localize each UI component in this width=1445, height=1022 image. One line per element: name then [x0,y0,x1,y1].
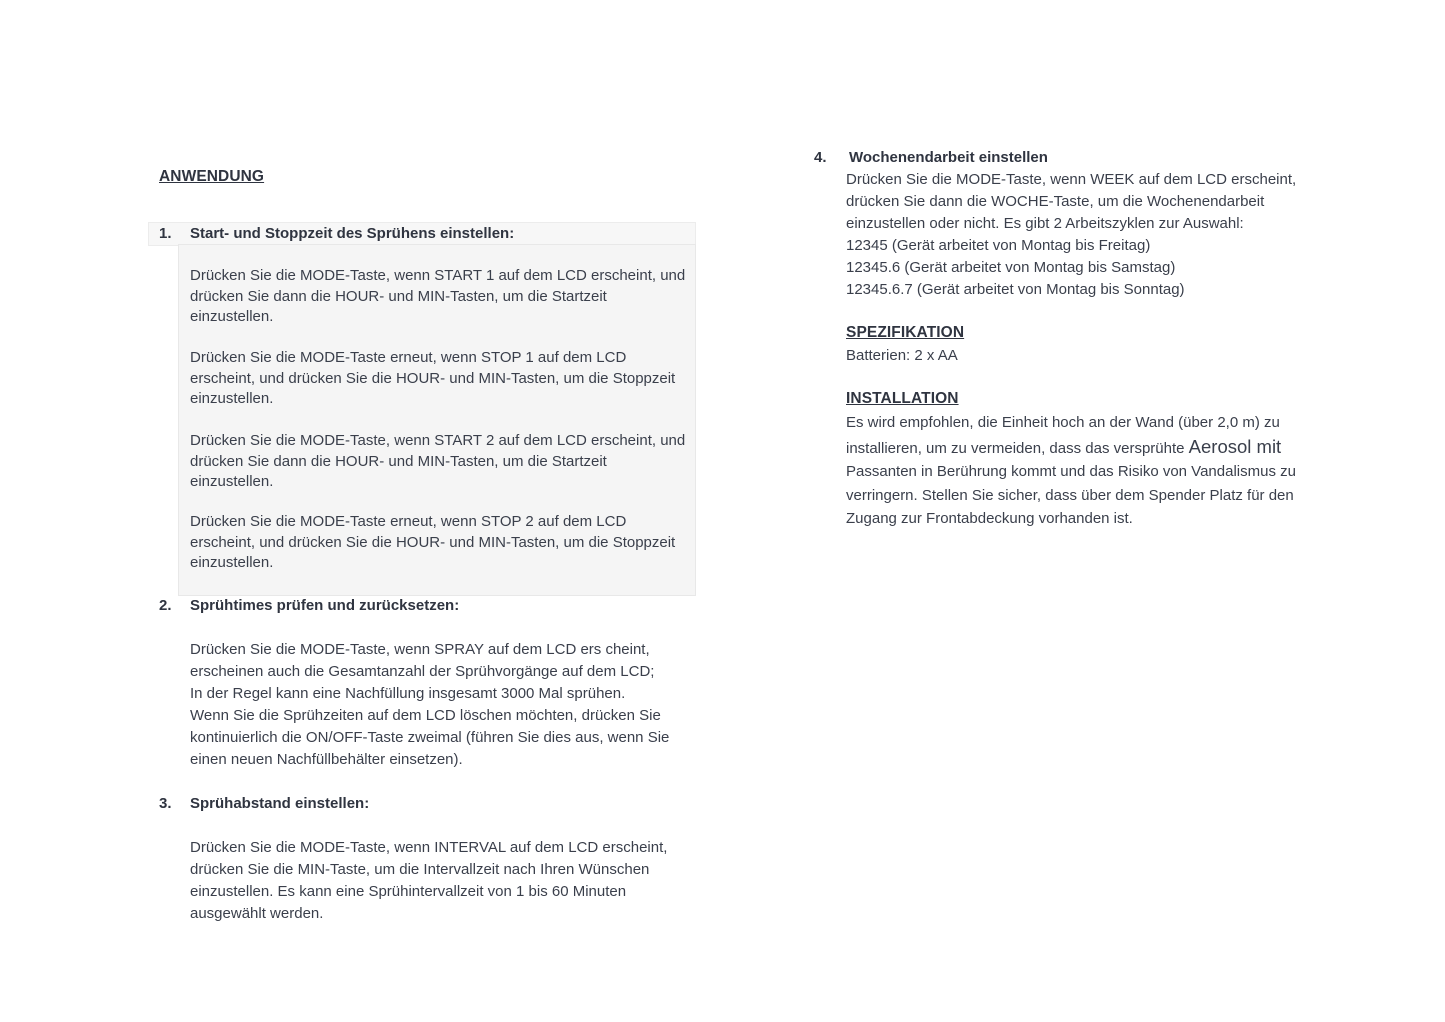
item-1-paragraph-1: Drücken Sie die MODE-Taste, wenn START 1 auf dem LCD erscheint, und drücken Sie dann die HOUR- und MIN-Tasten, um die Startzeit einzustellen. [190,267,686,325]
installation-body: Es wird empfohlen, die Einheit hoch an der Wand (über 2,0 m) zu installieren, um zu vermeiden, dass das versprühte Aerosol mit Passanten in Berührung kommt und das Risiko von Vandalismus zu verringern. Stellen Sie sicher, dass über dem Spender Platz für den Zugang zur Frontabdeckung vorhanden ist. [846,414,1296,527]
spezifikation-text: Batterien: 2 x AA [846,347,958,364]
item-3-title: Sprühabstand einstellen: [190,795,370,812]
item-4-title: Wochenendarbeit einstellen [849,149,1048,166]
item-1-title: Start- und Stoppzeit des Sprühens einstellen: [190,225,515,242]
item-3-body: Drücken Sie die MODE-Taste, wenn INTERVAL auf dem LCD erscheint, drücken Sie die MIN-Taste, um die Intervallzeit nach Ihren Wünschen einzustellen. Es kann eine Sprühintervallzeit von 1 bis 60 Minuten ausgewählt werden. [190,839,668,922]
item-4-body: Drücken Sie die MODE-Taste, wenn WEEK auf dem LCD erscheint, drücken Sie dann die WOCHE-Taste, um die Wochenendarbeit einzustellen oder nicht. Es gibt 2 Arbeitszyklen zur Auswahl: 12345 (Gerät arbeitet von Montag bis Freitag) 12345.6 (Gerät arbeitet von Montag bis Samstag) 12345.6.7 (Gerät arbeitet von Montag bis Sonntag) [846,171,1297,298]
item-1-paragraph-3: Drücken Sie die MODE-Taste, wenn START 2 auf dem LCD erscheint, und drücken Sie dann die HOUR- und MIN-Tasten, um die Startzeit einzustellen. [190,432,686,490]
item-1-number: 1. [159,225,172,242]
item-4-number: 4. [814,149,827,166]
item-1-paragraph-4: Drücken Sie die MODE-Taste erneut, wenn STOP 2 auf dem LCD erscheint, und drücken Sie die HOUR- und MIN-Tasten, um die Stoppzeit einzustellen. [190,513,676,571]
section-heading-spezifikation: SPEZIFIKATION [846,324,965,341]
item-1-paragraph-2: Drücken Sie die MODE-Taste erneut, wenn STOP 1 auf dem LCD erscheint, und drücken Sie die HOUR- und MIN-Tasten, um die Stoppzeit einzustellen. [190,349,676,407]
section-heading-anwendung: ANWENDUNG [159,168,265,185]
item-2-title: Sprühtimes prüfen und zurücksetzen: [190,597,460,614]
item-2-body: Drücken Sie die MODE-Taste, wenn SPRAY auf dem LCD ers cheint, erscheinen auch die Gesamtanzahl der Sprühvorgänge auf dem LCD; In der Regel kann eine Nachfüllung insgesamt 3000 Mal sprühen. Wenn Sie die Sprühzeiten auf dem LCD löschen möchten, drücken Sie kontinuierlich die ON/OFF-Taste zweimal (führen Sie dies aus, wenn Sie einen neuen Nachfüllbehälter einsetzen). [190,641,670,768]
section-heading-installation: INSTALLATION [846,390,959,407]
item-2-number: 2. [159,597,172,614]
item-3-number: 3. [159,795,172,812]
